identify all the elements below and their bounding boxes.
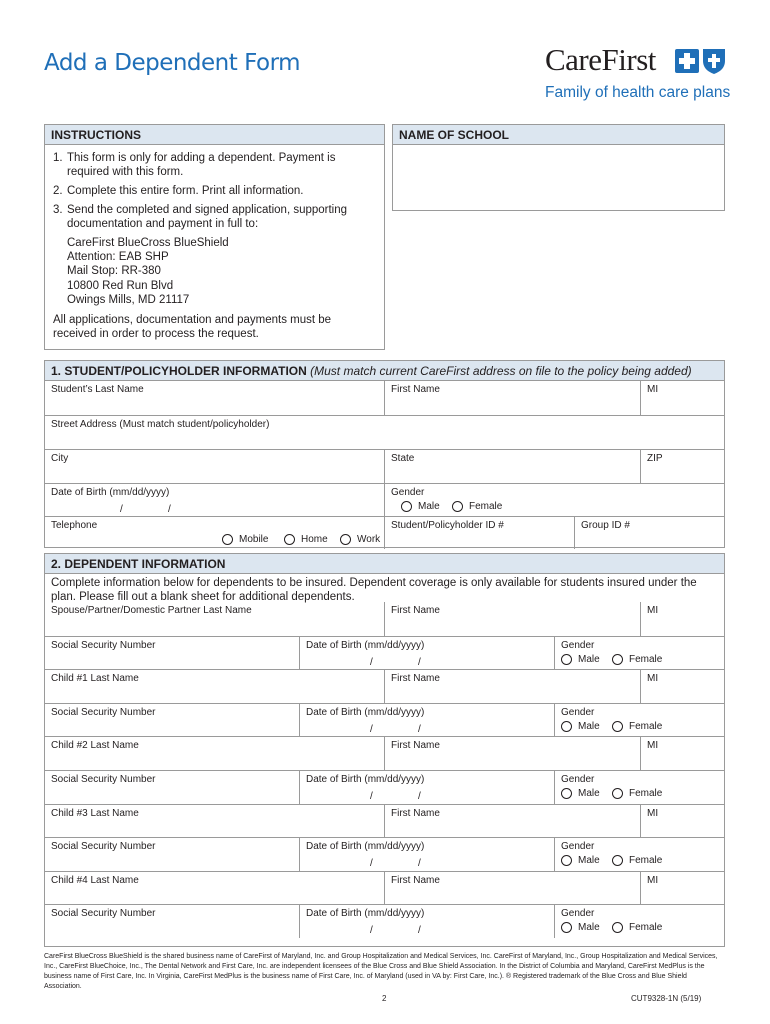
section1-header: 1. STUDENT/POLICYHOLDER INFORMATION (Must match current CareFirst address on file to the policy being added) — [45, 361, 724, 381]
male-radio[interactable]: Male — [561, 855, 600, 866]
form-title: Add a Dependent Form — [44, 50, 301, 76]
dependent-last-name-field[interactable]: Child #1 Last Name — [51, 673, 139, 685]
dependent-first-name-field[interactable]: First Name — [384, 872, 640, 905]
zip-field[interactable]: ZIP — [640, 450, 726, 483]
school-box — [392, 124, 725, 211]
dependent-first-name-field[interactable]: First Name — [384, 670, 640, 703]
logo-tagline: Family of health care plans — [545, 84, 731, 101]
section2-header: 2. DEPENDENT INFORMATION — [45, 554, 724, 574]
instruction-item: 1. This form is only for adding a dependent. Payment is required with this form. — [53, 152, 336, 178]
dependent-mi-field[interactable]: MI — [640, 805, 726, 838]
female-radio[interactable]: Female — [612, 922, 662, 933]
female-radio[interactable]: Female — [612, 654, 662, 665]
instructions-header: INSTRUCTIONS — [45, 125, 384, 145]
dependent-details-row — [45, 770, 724, 804]
dependent-last-name-field[interactable]: Child #4 Last Name — [51, 874, 139, 886]
dependent-first-name-field[interactable]: First Name — [384, 602, 640, 636]
student-info-section — [44, 360, 725, 548]
mobile-radio[interactable]: Mobile — [222, 534, 268, 545]
student-first-name-field[interactable]: First Name — [384, 381, 640, 415]
dependent-gender-field: Gender Male Female — [554, 905, 726, 938]
instructions-closing: All applications, documentation and payments must be received in order to process the request. — [53, 314, 332, 341]
instruction-item: 2. Complete this entire form. Print all information. — [53, 185, 304, 197]
work-radio[interactable]: Work — [340, 534, 380, 545]
male-radio[interactable]: Male — [561, 922, 600, 933]
dependent-details-row — [45, 904, 724, 938]
student-last-name-field[interactable]: Student’s Last Name — [51, 384, 144, 395]
form-code: CUT9328-1N (5/19) — [631, 994, 702, 1003]
dependent-dob-field[interactable]: Date of Birth (mm/dd/yyyy) / / — [299, 637, 554, 670]
carefirst-logo — [545, 42, 730, 104]
dependent-gender-field: Gender Male Female — [554, 637, 726, 670]
telephone-field[interactable]: Telephone Mobile Home Work — [51, 520, 381, 545]
male-radio[interactable]: Male — [561, 654, 600, 665]
dependent-ssn-field[interactable]: Social Security Number — [51, 706, 156, 718]
dependent-mi-field[interactable]: MI — [640, 670, 726, 703]
dependent-name-row — [45, 871, 724, 905]
dependent-gender-field: Gender Male Female — [554, 838, 726, 871]
dependent-ssn-field[interactable]: Social Security Number — [51, 639, 156, 651]
dependent-details-row — [45, 703, 724, 737]
student-mi-field[interactable]: MI — [640, 381, 726, 415]
dependent-last-name-field[interactable]: Child #2 Last Name — [51, 740, 139, 752]
home-radio[interactable]: Home — [284, 534, 328, 545]
mailing-address: CareFirst BlueCross BlueShield Attention: EAB SHP Mail Stop: RR-380 10800 Red Run Blvd Owings Mills, MD 21117 — [67, 237, 229, 306]
logo-brand: CareFirst — [545, 42, 656, 77]
dependent-ssn-field[interactable]: Social Security Number — [51, 908, 156, 920]
student-gender-field: Gender Male Female — [384, 484, 726, 516]
male-radio[interactable]: Male — [561, 721, 600, 732]
female-radio[interactable]: Female — [452, 501, 502, 512]
dependent-dob-field[interactable]: Date of Birth (mm/dd/yyyy) / / — [299, 704, 554, 737]
dependent-details-row — [45, 837, 724, 871]
dependent-dob-field[interactable]: Date of Birth (mm/dd/yyyy) / / — [299, 838, 554, 871]
school-name-field[interactable] — [393, 146, 724, 210]
instructions-list — [45, 145, 384, 231]
dependent-ssn-field[interactable]: Social Security Number — [51, 841, 156, 853]
policyholder-id-field[interactable]: Student/Policyholder ID # — [384, 517, 574, 549]
instruction-item: 3. Send the completed and signed application, supporting documentation and payment in full to: — [53, 204, 348, 230]
dependent-dob-field[interactable]: Date of Birth (mm/dd/yyyy) / / — [299, 771, 554, 804]
street-address-field[interactable]: Street Address (Must match student/policyholder) — [51, 419, 270, 430]
dependent-name-row — [45, 602, 724, 636]
blue-cross-blue-shield-icon — [673, 45, 728, 75]
dependent-gender-field: Gender Male Female — [554, 704, 726, 737]
dependent-mi-field[interactable]: MI — [640, 602, 726, 636]
female-radio[interactable]: Female — [612, 721, 662, 732]
dependent-info-section — [44, 553, 725, 947]
city-field[interactable]: City — [51, 453, 69, 464]
dependent-name-row — [45, 669, 724, 703]
instructions-box — [44, 124, 385, 350]
dependent-mi-field[interactable]: MI — [640, 737, 726, 770]
dependent-name-row — [45, 736, 724, 770]
male-radio[interactable]: Male — [401, 501, 440, 512]
dependent-first-name-field[interactable]: First Name — [384, 737, 640, 770]
group-id-field[interactable]: Group ID # — [574, 517, 726, 549]
page-number: 2 — [382, 994, 387, 1003]
dependent-first-name-field[interactable]: First Name — [384, 805, 640, 838]
student-dob-field[interactable]: Date of Birth (mm/dd/yyyy) / / — [51, 487, 171, 515]
dependent-last-name-field[interactable]: Child #3 Last Name — [51, 807, 139, 819]
dependent-ssn-field[interactable]: Social Security Number — [51, 774, 156, 785]
dependent-mi-field[interactable]: MI — [640, 872, 726, 905]
dependent-details-row — [45, 636, 724, 670]
dependent-last-name-field[interactable]: Spouse/Partner/Domestic Partner Last Name — [51, 605, 252, 616]
dependent-dob-field[interactable]: Date of Birth (mm/dd/yyyy) / / — [299, 905, 554, 938]
dependent-name-row — [45, 804, 724, 838]
female-radio[interactable]: Female — [612, 788, 662, 799]
section2-intro: Complete information below for dependents to be insured. Dependent coverage is only available for students insured under the plan. Please fill out a blank sheet for additional dependents. — [51, 577, 697, 603]
state-field[interactable]: State — [384, 450, 640, 483]
dependent-gender-field: Gender Male Female — [554, 771, 726, 804]
male-radio[interactable]: Male — [561, 788, 600, 799]
school-header: NAME OF SCHOOL — [393, 125, 724, 145]
female-radio[interactable]: Female — [612, 855, 662, 866]
legal-footer: CareFirst BlueCross BlueShield is the shared business name of CareFirst of Maryland, Inc. and Group Hospitalization and Medical Services, Inc. CareFirst of Maryland, Inc., Group Hospitalization and Medical Services, Inc., CareFirst BlueChoice, Inc., The Dental Network and First Care, Inc. are independent licensees of the Blue Cross and Blue Shield Association. In the District of Columbia and Maryland, CareFirst MedPlus is the business name of First Care, Inc. In Virginia, CareFirst MedPlus is the business name of First Care, Inc. of Maryland (used in VA by: First Care, Inc.). ® Registered trademark of the Blue Cross and Blue Shield Association. — [44, 953, 718, 990]
